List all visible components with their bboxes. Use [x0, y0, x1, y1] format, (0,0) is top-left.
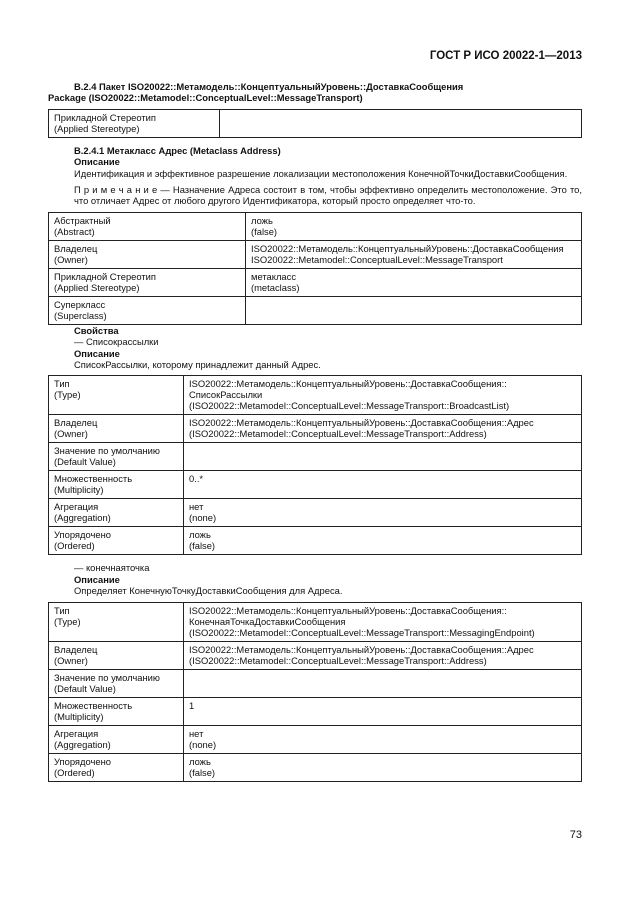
table-label-cell	[49, 268, 246, 296]
table-label-cell	[49, 415, 184, 443]
property-2-table	[48, 602, 582, 782]
cell-label-line: Владелец	[54, 643, 98, 655]
cell-label-line: (Owner)	[54, 428, 88, 440]
table-label-cell	[49, 109, 220, 137]
table-row	[49, 296, 582, 324]
table-value-cell	[220, 109, 582, 137]
cell-label-line: Абстрактный	[54, 214, 111, 226]
cell-value-line: (ISO20022::Metamodel::ConceptualLevel::MessageTransport::Address)	[189, 654, 487, 666]
table-value-cell	[184, 499, 582, 527]
cell-value-line: ISO20022::Метамодель::КонцептуальныйУровень::ДоставкаСообщения::Адрес	[189, 417, 534, 429]
table-label-cell	[49, 527, 184, 555]
cell-value-line: ложь	[189, 529, 211, 541]
table-value-cell	[184, 471, 582, 499]
table-label-cell	[49, 753, 184, 781]
table-label-cell	[49, 641, 184, 669]
section-b24-title-line2: Package (ISO20022::Metamodel::ConceptualLevel::MessageTransport)	[48, 92, 363, 104]
table-value-cell	[184, 602, 582, 641]
table-label-cell	[49, 443, 184, 471]
properties-heading: Свойства	[74, 324, 119, 336]
cell-label-line: Прикладной Стереотип	[54, 111, 156, 123]
table-row	[49, 212, 582, 240]
note-text: П р и м е ч а н и е — Назначение Адреса состоит в том, чтобы эффективно определить местоположение. Это то, что отличает Адрес от любого другого Идентификатора, который просто определяет что-то.	[74, 184, 582, 207]
cell-label-line: (Owner)	[54, 654, 88, 666]
table-value-cell	[184, 527, 582, 555]
cell-label-line: (Multiplicity)	[54, 484, 104, 496]
property-1-description-heading: Описание	[74, 347, 120, 359]
property-1-description: СписокРассылки, которому принадлежит данный Адрес.	[74, 359, 321, 371]
table-row	[49, 443, 582, 471]
cell-label-line: (Multiplicity)	[54, 710, 104, 722]
table-row	[49, 725, 582, 753]
cell-value-line: (false)	[251, 225, 278, 237]
cell-label-line: Владелец	[54, 417, 98, 429]
cell-label-line: (Ordered)	[54, 766, 95, 778]
table-value-cell	[246, 212, 582, 240]
table-label-cell	[49, 725, 184, 753]
cell-label-line: (Applied Stereotype)	[54, 122, 140, 134]
table-row	[49, 753, 582, 781]
page-content	[48, 81, 582, 782]
cell-label-line: Тип	[54, 378, 70, 390]
cell-label-line: Прикладной Стереотип	[54, 270, 156, 282]
table-label-cell	[49, 296, 246, 324]
cell-label-line: Упорядочено	[54, 755, 111, 767]
cell-value-line: 0..*	[189, 473, 204, 485]
cell-label-line: (Superclass)	[54, 309, 107, 321]
table-label-cell	[49, 602, 184, 641]
table-label-cell	[49, 697, 184, 725]
cell-label-line: Суперкласс	[54, 298, 106, 310]
cell-label-line: Агрегация	[54, 501, 99, 513]
table-row	[49, 697, 582, 725]
metaclass-table	[48, 212, 582, 325]
cell-value-line: нет	[189, 501, 204, 513]
cell-value-line: (false)	[189, 540, 216, 552]
cell-value-line: ложь	[189, 755, 211, 767]
cell-value-line: (none)	[189, 512, 217, 524]
cell-value-line: ложь	[251, 214, 273, 226]
cell-value-line: СписокРассылки	[189, 389, 263, 401]
cell-value-line: ISO20022::Метамодель::КонцептуальныйУровень::ДоставкаСообщения::Адрес	[189, 643, 534, 655]
table-value-cell	[184, 415, 582, 443]
cell-value-line: (ISO20022::Metamodel::ConceptualLevel::MessageTransport::BroadcastList)	[189, 400, 510, 412]
package-table	[48, 109, 582, 138]
table-value-cell	[184, 376, 582, 415]
table-value-cell	[184, 641, 582, 669]
table-row	[49, 499, 582, 527]
property-1-table	[48, 375, 582, 555]
table-value-cell	[184, 443, 582, 471]
table-row	[49, 471, 582, 499]
table-value-cell	[246, 240, 582, 268]
cell-value-line: (none)	[189, 738, 217, 750]
table-label-cell	[49, 499, 184, 527]
cell-label-line: (Default Value)	[54, 456, 116, 468]
description-text: Идентификация и эффективное разрешение локализации местоположения КонечнойТочкиДоставкиСообщения.	[74, 167, 568, 179]
cell-label-line: (Type)	[54, 389, 81, 401]
table-value-cell	[184, 697, 582, 725]
table-row	[49, 602, 582, 641]
metaclass-address-title: B.2.4.1 Метакласс Адрес (Metaclass Address)	[74, 144, 281, 156]
property-2-description-heading: Описание	[74, 573, 120, 585]
cell-value-line: ISO20022::Metamodel::ConceptualLevel::MessageTransport	[251, 253, 503, 265]
cell-value-line: (ISO20022::Metamodel::ConceptualLevel::MessageTransport::Address)	[189, 428, 487, 440]
cell-label-line: (Owner)	[54, 253, 88, 265]
cell-value-line: (metaclass)	[251, 281, 300, 293]
cell-label-line: (Abstract)	[54, 225, 95, 237]
cell-label-line: (Aggregation)	[54, 512, 111, 524]
cell-label-line: Тип	[54, 604, 70, 616]
property-2-name: — конечнаяточка	[74, 562, 150, 574]
table-row	[49, 109, 582, 137]
property-2-description: Определяет КонечнуюТочкуДоставкиСообщения для Адреса.	[74, 585, 343, 597]
table-label-cell	[49, 212, 246, 240]
cell-value-line: метакласс	[251, 270, 297, 282]
table-row	[49, 641, 582, 669]
page-number: 73	[569, 829, 582, 841]
cell-value-line: ISO20022::Метамодель::КонцептуальныйУровень::ДоставкаСообщения	[251, 242, 564, 254]
cell-label-line: Значение по умолчанию	[54, 671, 160, 683]
property-1-name: — Списокрассылки	[74, 336, 159, 348]
cell-label-line: (Applied Stereotype)	[54, 281, 140, 293]
cell-label-line: Значение по умолчанию	[54, 445, 160, 457]
table-value-cell	[246, 296, 582, 324]
cell-value-line: нет	[189, 727, 204, 739]
cell-value-line: (false)	[189, 766, 216, 778]
table-row	[49, 669, 582, 697]
table-label-cell	[49, 471, 184, 499]
cell-label-line: (Ordered)	[54, 540, 95, 552]
table-value-cell	[184, 725, 582, 753]
table-value-cell	[246, 268, 582, 296]
table-value-cell	[184, 753, 582, 781]
table-label-cell	[49, 669, 184, 697]
table-row	[49, 268, 582, 296]
cell-label-line: Владелец	[54, 242, 98, 254]
cell-value-line: (ISO20022::Metamodel::ConceptualLevel::MessageTransport::MessagingEndpoint)	[189, 626, 535, 638]
cell-value-line: 1	[189, 699, 195, 711]
cell-label-line: (Aggregation)	[54, 738, 111, 750]
table-label-cell	[49, 240, 246, 268]
cell-label-line: Множественность	[54, 473, 133, 485]
cell-label-line: Агрегация	[54, 727, 99, 739]
cell-label-line: (Type)	[54, 615, 81, 627]
table-value-cell	[184, 669, 582, 697]
table-row	[49, 240, 582, 268]
table-row	[49, 376, 582, 415]
description-heading: Описание	[74, 156, 120, 168]
cell-value-line: ISO20022::Метамодель::КонцептуальныйУровень::ДоставкаСообщения::	[189, 378, 507, 390]
document-header-id: ГОСТ Р ИСО 20022-1—2013	[429, 50, 582, 62]
table-label-cell	[49, 376, 184, 415]
cell-label-line: Упорядочено	[54, 529, 111, 541]
section-b24-title-line1: B.2.4 Пакет ISO20022::Метамодель::КонцептуальныйУровень::ДоставкаСообщения	[74, 81, 464, 92]
table-row	[49, 415, 582, 443]
cell-label-line: Множественность	[54, 699, 133, 711]
cell-label-line: (Default Value)	[54, 682, 116, 694]
cell-value-line: КонечнаяТочкаДоставкиСообщения	[189, 615, 346, 627]
table-row	[49, 527, 582, 555]
cell-value-line: ISO20022::Метамодель::КонцептуальныйУровень::ДоставкаСообщения::	[189, 604, 507, 616]
